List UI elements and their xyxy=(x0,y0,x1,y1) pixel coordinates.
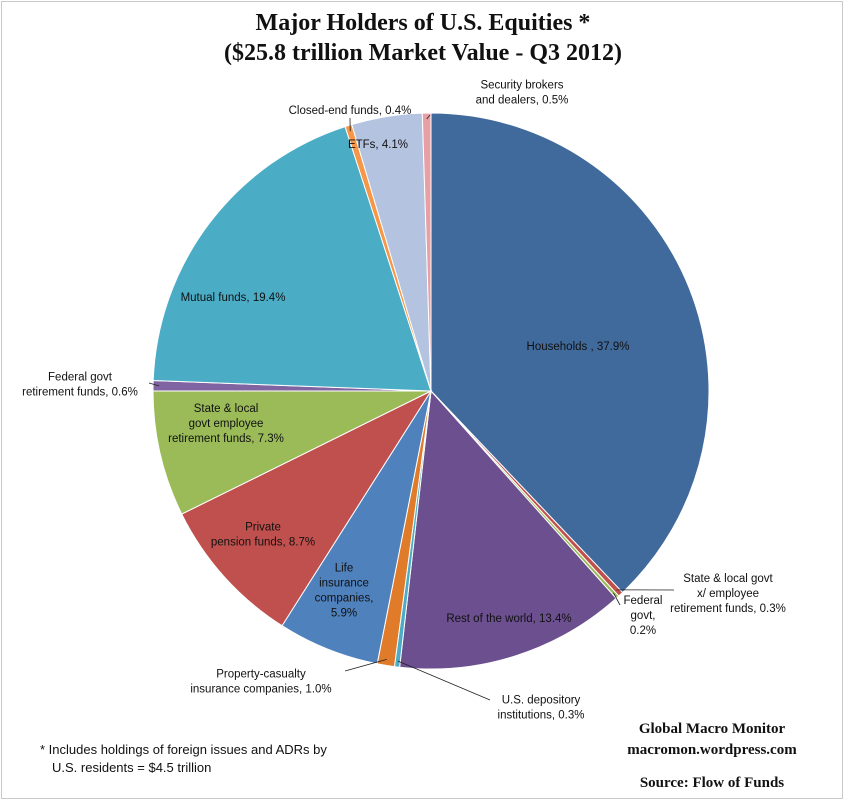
slice-label: Closed-end funds, 0.4% xyxy=(288,105,412,117)
chart-title: Major Holders of U.S. Equities * xyxy=(255,10,591,36)
slice-label: Federal govt, 0.2% xyxy=(623,595,663,637)
credit-site-name: Global Macro Monitor xyxy=(638,721,786,737)
chart-subtitle: ($25.8 trillion Market Value - Q3 2012) xyxy=(224,40,622,66)
slice-label: Federal govt retirement funds, 0.6% xyxy=(22,371,138,399)
slice-label: Life insurance companies, 5.9% xyxy=(314,562,374,620)
source-note: Source: Flow of Funds xyxy=(639,775,785,791)
credit-site-url: macromon.wordpress.com xyxy=(627,742,797,758)
slice-label: State & local govt x/ employee retirement funds, 0.3% xyxy=(670,573,786,615)
footnote xyxy=(40,741,370,777)
footnote-line-1: * Includes holdings of foreign issues and ADRs by xyxy=(40,742,327,757)
slice-label: State & local govt employee retirement funds, 7.3% xyxy=(168,403,284,445)
slice-label: Private pension funds, 8.7% xyxy=(210,521,316,549)
footnote-line-2: U.S. residents = $4.5 trillion xyxy=(52,760,212,775)
slice-label: ETFs, 4.1% xyxy=(347,139,409,151)
slice-label: Security brokers and dealers, 0.5% xyxy=(475,79,569,107)
slice-label: U.S. depository institutions, 0.3% xyxy=(497,694,585,722)
slice-label: Households , 37.9% xyxy=(526,341,630,353)
slice-label: Property-casualty insurance companies, 1.0% xyxy=(190,668,332,696)
slice-label: Rest of the world, 13.4% xyxy=(446,613,572,625)
slice-label: Mutual funds, 19.4% xyxy=(180,292,286,304)
